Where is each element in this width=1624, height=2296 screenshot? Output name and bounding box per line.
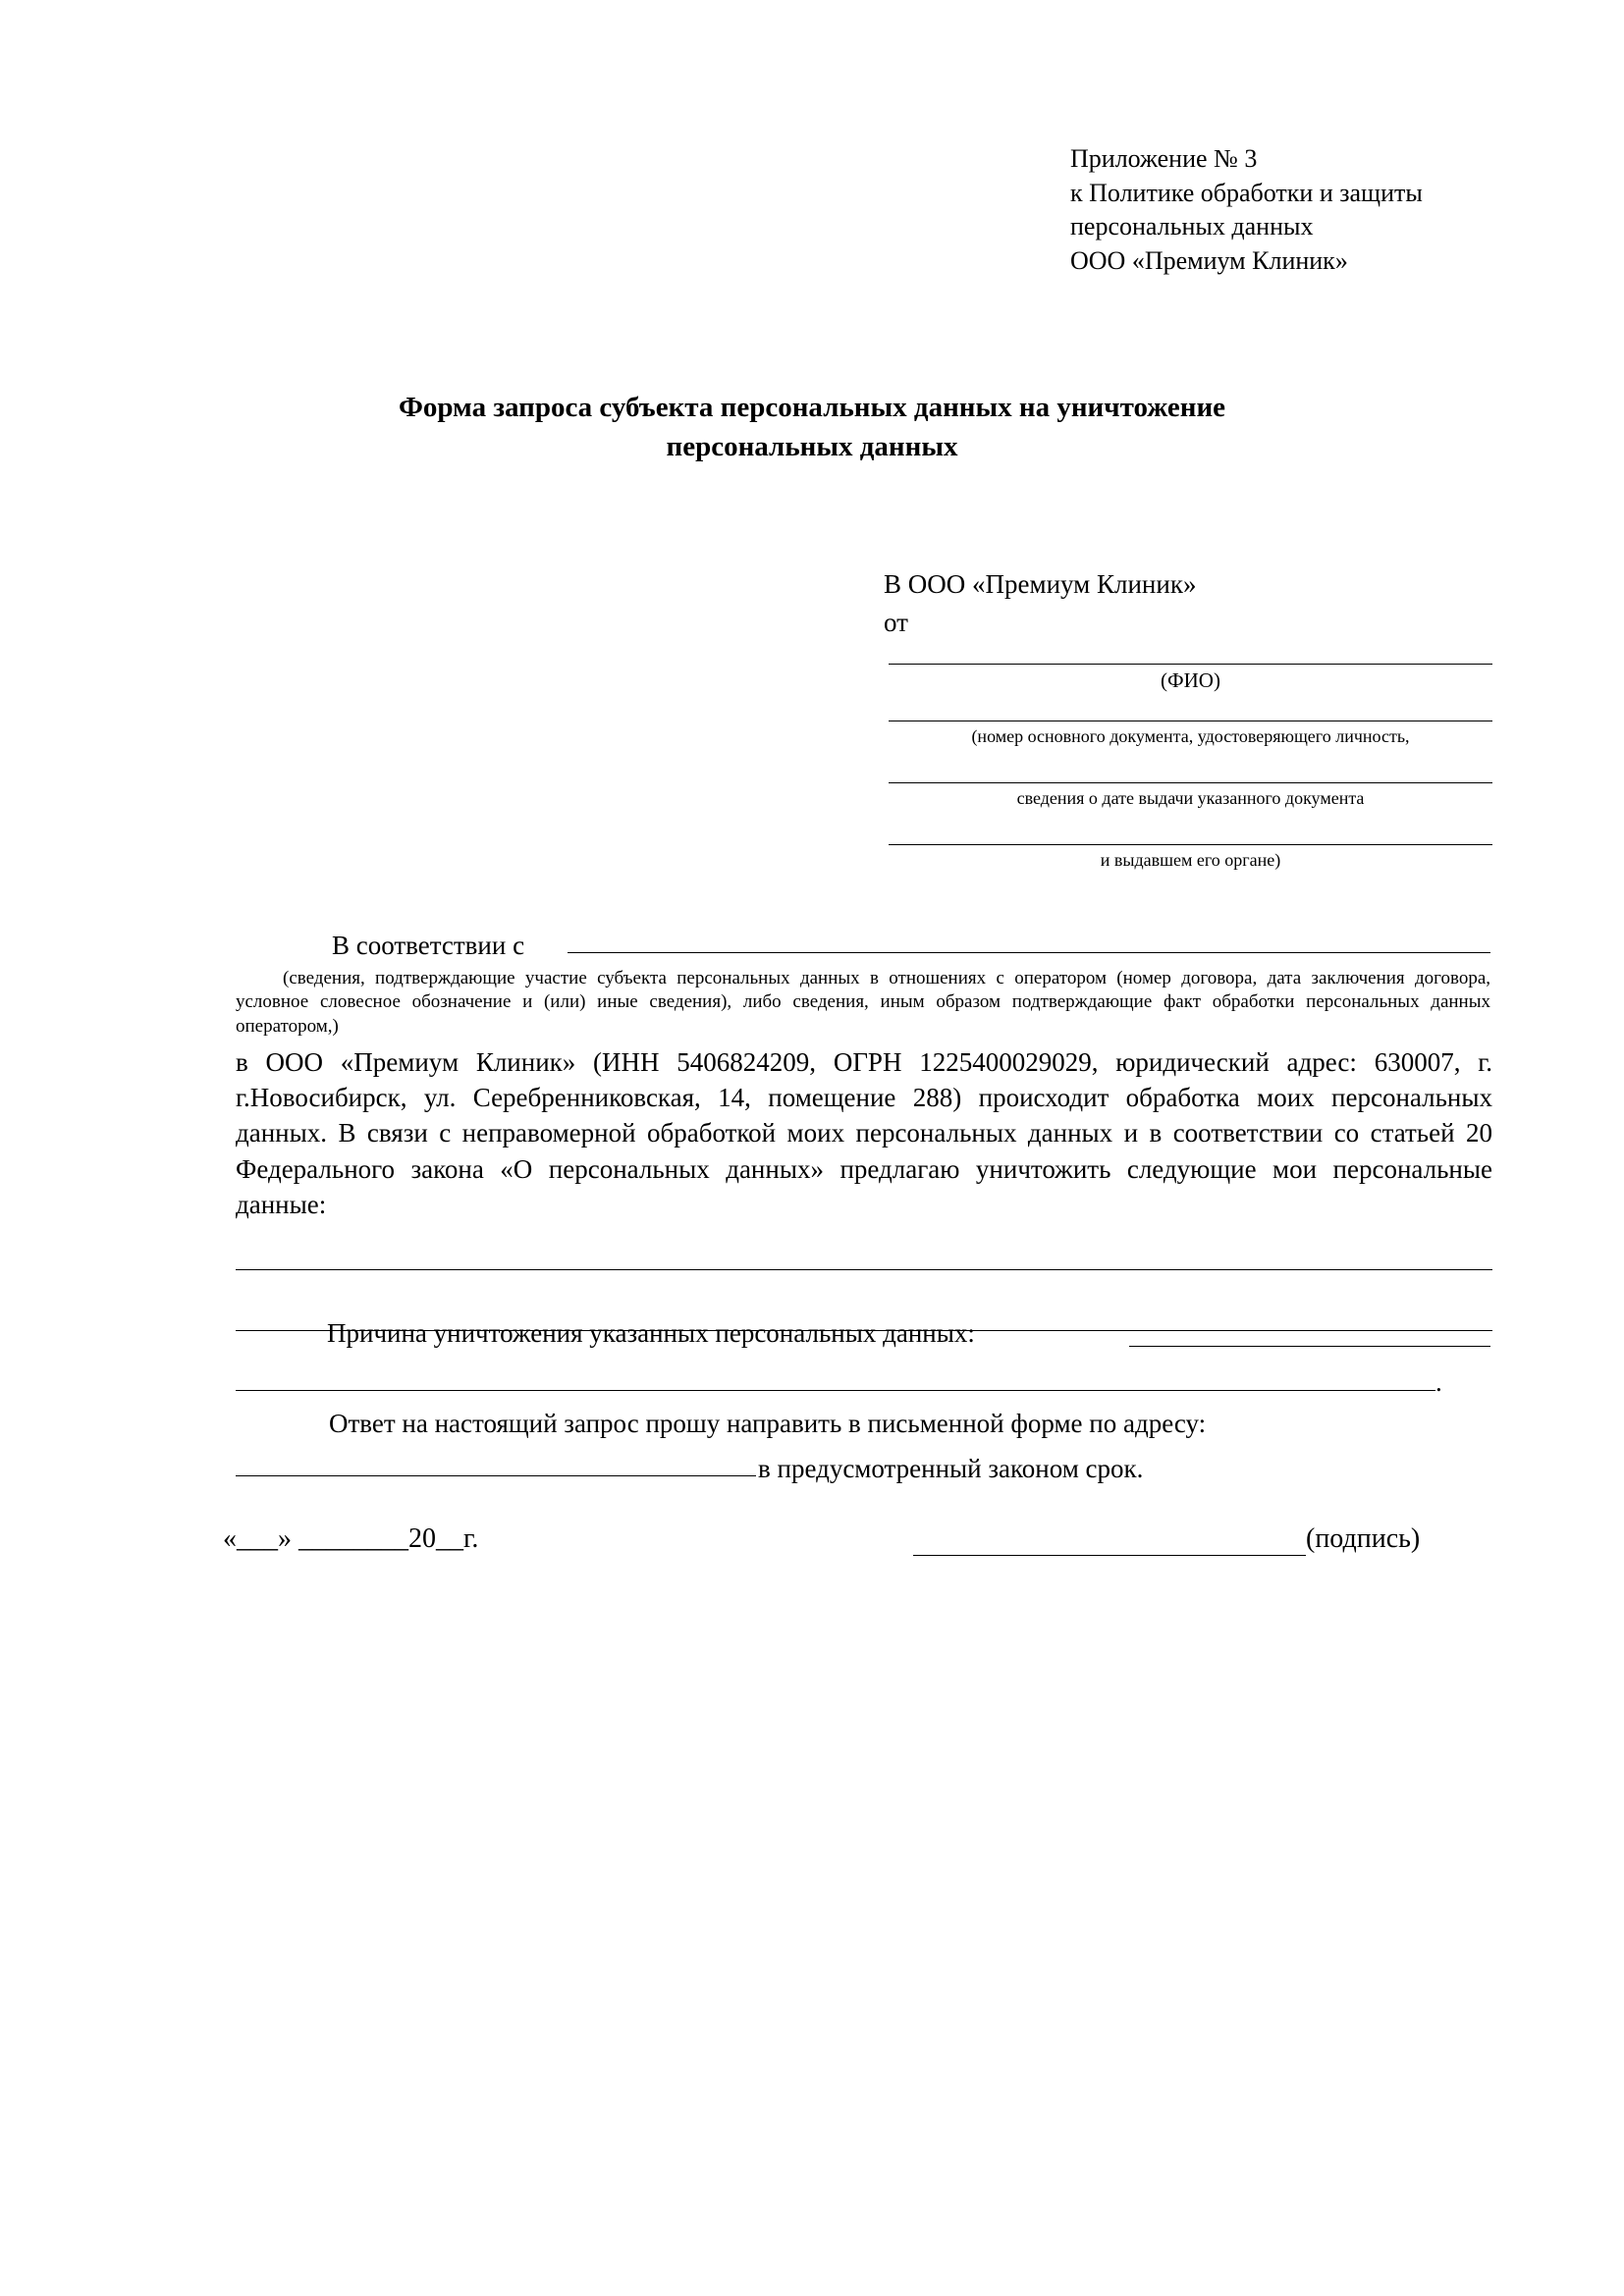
- signature-date: «___» ________20__г.: [223, 1523, 479, 1554]
- answer-tail: в предусмотренный законом срок.: [758, 1454, 1144, 1483]
- reason-tail: .: [1435, 1367, 1442, 1397]
- document-header: [1070, 142, 1581, 278]
- document-issuer-caption: и выдавшем его органе): [1100, 850, 1281, 870]
- document-number-caption: (номер основного документа, удостоверяющего личность,: [971, 726, 1410, 746]
- header-line-3: персональных данных: [1070, 212, 1314, 241]
- header-line-1: Приложение № 3: [1070, 144, 1258, 173]
- page-title-line-2: персональных данных: [666, 431, 958, 463]
- answer-address-fill-line[interactable]: [236, 1475, 756, 1476]
- header-line-4: ООО «Премиум Клиник»: [1070, 245, 1348, 275]
- in-accordance-label: В соответствии с: [332, 931, 525, 960]
- document-issuer-fill-line[interactable]: [889, 844, 1492, 845]
- page-title: [233, 388, 1391, 466]
- page-title-line-1: Форма запроса субъекта персональных данных на уничтожение: [398, 392, 1226, 423]
- main-paragraph: в ООО «Премиум Клиник» (ИНН 5406824209, ОГРН 1225400029029, юридический адрес: 630007, г. г.Новосибирск, ул. Серебренниковская, 14, помещение 288) происходит обработка моих персональных данных. В связи с неправомерной обработкой моих персональных данных и в соответствии со статьей 20 Федерального закона «О персональных данных» предлагаю уничтожить следующие мои персональные данные:: [236, 1047, 1492, 1219]
- reason-label: Причина уничтожения указанных персональных данных:: [327, 1318, 975, 1348]
- fio-fill-line[interactable]: [889, 664, 1492, 665]
- in-accordance-note: (сведения, подтверждающие участие субъекта персональных данных в отношениях с оператором (номер договора, дата заключения договора, условное словесное обозначение и (или) иные сведения), либо сведения, иным образом подтверждающие факт обработки персональных данных оператором,): [236, 968, 1490, 1037]
- header-line-2: к Политике обработки и защиты: [1070, 178, 1423, 207]
- document-date-fill-line[interactable]: [889, 782, 1492, 783]
- reason-fill-line-2[interactable]: [236, 1390, 1435, 1391]
- fio-caption: (ФИО): [1161, 668, 1220, 692]
- signature-fill-line[interactable]: [913, 1555, 1306, 1556]
- personal-data-fill-line-1[interactable]: [236, 1269, 1492, 1270]
- addressee-block: [884, 567, 1483, 640]
- addressee-from-label: от: [884, 608, 908, 638]
- addressee-organization: В ООО «Премиум Клиник»: [884, 569, 1197, 599]
- document-date-caption: сведения о дате выдачи указанного документа: [1016, 788, 1365, 808]
- signature-label: (подпись): [1306, 1523, 1421, 1554]
- in-accordance-fill-line[interactable]: [568, 952, 1490, 953]
- answer-paragraph: Ответ на настоящий запрос прошу направить в письменной форме по адресу:: [329, 1409, 1207, 1438]
- reason-fill-line-1[interactable]: [1129, 1346, 1490, 1347]
